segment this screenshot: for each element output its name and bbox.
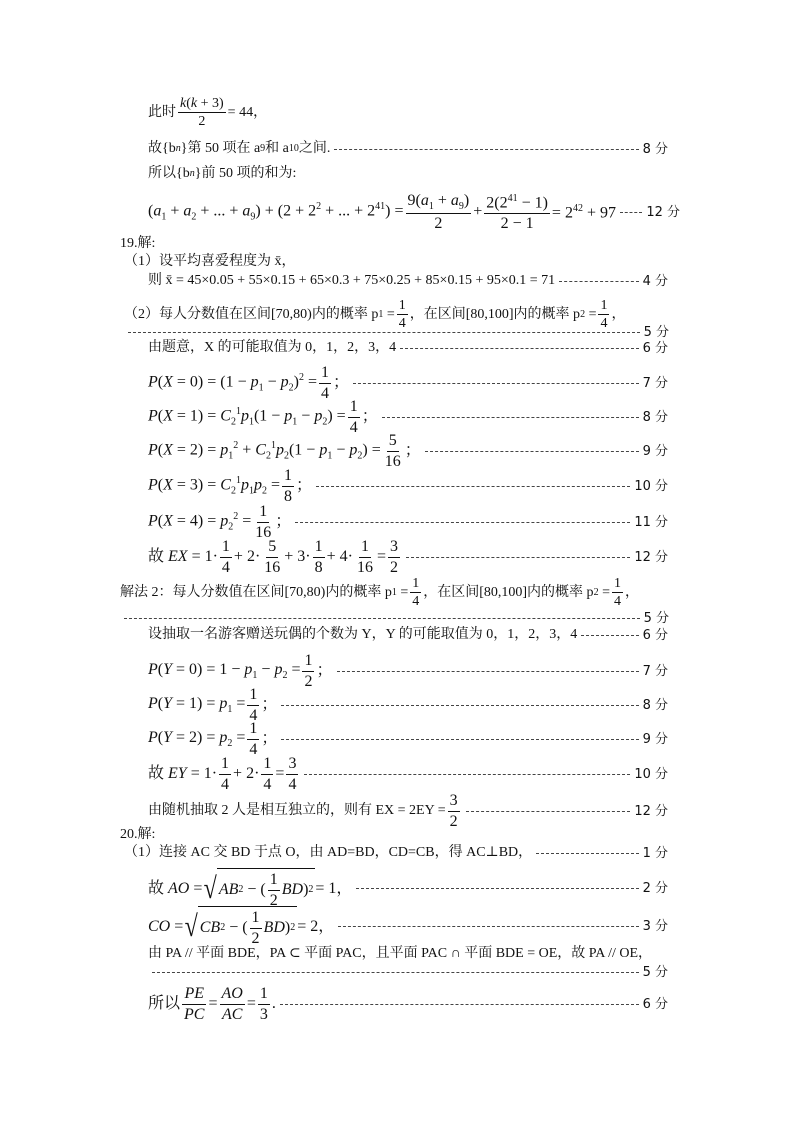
- fraction: $\frac{2(2^{41} - 1)}{2 - 1}$: [486, 192, 548, 232]
- line-24: [148, 792, 668, 830]
- fraction: $\frac{1}{4}$: [221, 538, 230, 576]
- score-mark: 5 分: [643, 325, 669, 340]
- line-16: 故 EX = 1· $\frac{1}{4}$ + 2· $\frac{5}{16}$ + 3· $\frac{1}{8}$ + 4· $\frac{1}{16}$ = $\frac{3}{2}$ 12 分: [148, 538, 668, 576]
- leader-dashes: [281, 705, 638, 706]
- line-19: [148, 628, 668, 642]
- line-9: [124, 326, 669, 339]
- score-mark: 10 分: [634, 766, 668, 782]
- leader-dashes: [353, 383, 639, 384]
- text: 由 PA // 平面 BDE，PA ⊂ 平面 PAC，且平面 PAC ∩ 平面 BDE = OE，故 PA // OE，: [148, 946, 653, 961]
- line-21: $P(Y = 1) = p_1$ = $\frac{1}{4}$ ； 8 分: [148, 686, 668, 724]
- score-mark: 8 分: [642, 697, 668, 713]
- line-29: [148, 947, 652, 961]
- line-4: ($a_1 + a_2$ + ... + $a_9) + (2 + 2^2$ + ... + $2^{41}$) = $\frac{9(a_1 + a_9)}{2}$ + $\frac{2(2^{41} - 1)}{2 - 1}$ = $2^{42} + 97$ 12 分: [148, 192, 680, 233]
- leader-dashes: [295, 522, 630, 523]
- text: （1）连接 AC 交 BD 于点 O，由 AD=BD，CD=CB，得 AC⊥BD，: [124, 845, 533, 860]
- fraction: $\frac{k(k + 3)}{2}$: [180, 96, 224, 130]
- fraction: $\frac{1}{4}$: [613, 576, 621, 610]
- fraction: $\frac{1}{4}$: [349, 398, 358, 436]
- line-31: 所以 $\frac{PE}{PC}$ = $\frac{AO}{AC}$ = $\frac{1}{3}$ . 6 分: [148, 985, 668, 1023]
- fraction: $\frac{1}{4}$: [412, 576, 420, 610]
- score-mark: 6 分: [642, 340, 668, 356]
- sqrt: √ CB 2 − ( $\frac{1}{2}$ BD ) 2: [183, 906, 297, 947]
- leader-dashes: [425, 451, 639, 452]
- line-8: （2）每人分数值在区间[70,80)内的概率 p 1 = $\frac{1}{4}$ ，在区间[80,100]内的概率 p 2 = $\frac{1}{4}$ ，: [124, 298, 626, 332]
- leader-dashes: [536, 853, 638, 854]
- fraction: $\frac{1}{8}$: [283, 467, 292, 505]
- score-mark: 10 分: [634, 478, 668, 494]
- line-3: 所以{b n }前 50 项的和为:: [148, 166, 297, 181]
- fraction: $\frac{1}{4}$: [249, 720, 258, 758]
- fraction: $\frac{9(a_1 + a_9)}{2}$: [407, 192, 470, 233]
- sqrt: √ AB 2 − ( $\frac{1}{2}$ BD ) 2: [202, 868, 315, 909]
- leader-dashes: [400, 348, 638, 349]
- score-mark: 12 分: [634, 803, 668, 819]
- fraction: $\frac{1}{4}$: [600, 298, 608, 332]
- fraction: $\frac{3}{4}$: [288, 755, 297, 793]
- fraction: $\frac{1}{2}$: [304, 652, 313, 690]
- line-10: [148, 341, 668, 355]
- fraction: $\frac{1}{3}$: [259, 985, 268, 1023]
- leader-dashes: [466, 811, 631, 812]
- text: 19.解:: [120, 236, 156, 251]
- score-mark: 6 分: [642, 996, 668, 1012]
- text: 由随机抽取 2 人是相互独立的，则有 EX = 2EY =: [148, 803, 446, 819]
- text: 所以{b: [148, 166, 190, 181]
- line-14: $P(X = 3) = C_2^1p_1p_2$ = $\frac{1}{8}$ ； 10 分: [148, 467, 668, 505]
- line-11: $P(X = 0) = (1 - p_1 - p_2)^2$ = $\frac{1}{4}$ ； 7 分: [148, 364, 668, 402]
- score-mark: 8 分: [642, 409, 668, 425]
- text: }第 50 项在 a: [180, 141, 261, 156]
- leader-dashes: [620, 212, 642, 213]
- fraction: $\frac{1}{4}$: [221, 755, 230, 793]
- fraction: $\frac{PE}{PC}$: [184, 985, 205, 1023]
- leader-dashes: [152, 972, 639, 973]
- line-27: 故 AO = √ AB 2 − ( $\frac{1}{2}$ BD ) 2 = 1， 2 分: [148, 868, 668, 909]
- fraction: $\frac{1}{4}$: [321, 364, 330, 402]
- text: 和 a: [265, 141, 289, 156]
- fraction: $\frac{1}{8}$: [314, 538, 323, 576]
- line-18: [120, 612, 669, 625]
- text: 此时: [148, 104, 176, 120]
- score-mark: 1 分: [642, 845, 668, 861]
- leader-dashes: [124, 618, 640, 619]
- fraction: $\frac{1}{4}$: [249, 686, 258, 724]
- leader-dashes: [338, 926, 638, 927]
- text: 解法 2：每人分数值在区间[70,80)内的概率 p: [120, 584, 392, 600]
- text: 则 x̄ = 45×0.05 + 55×0.15 + 65×0.3 + 75×0.25 + 85×0.15 + 95×0.1 = 71: [148, 273, 556, 288]
- leader-dashes: [559, 281, 638, 282]
- text: 20.解:: [120, 827, 156, 842]
- leader-dashes: [304, 774, 630, 775]
- fraction: $\frac{3}{2}$: [449, 792, 458, 830]
- line-28: CO = √ CB 2 − ( $\frac{1}{2}$ BD ) 2 = 2， 3 分: [148, 906, 668, 947]
- line-1: [148, 96, 267, 130]
- fraction: $\frac{5}{16}$: [384, 432, 401, 470]
- text: = 44，: [227, 104, 268, 120]
- line-20: $P(Y = 0) = 1 - p_1 - p_2$ = $\frac{1}{2}$ ； 7 分: [148, 652, 668, 690]
- problem-19-header: [120, 237, 155, 251]
- line-26: [124, 846, 668, 860]
- line-30: [148, 966, 668, 979]
- score-mark: 12 分: [646, 204, 680, 220]
- score-mark: 9 分: [642, 731, 668, 747]
- fraction: $\frac{1}{16}$: [255, 503, 272, 541]
- leader-dashes: [581, 635, 638, 636]
- fraction: $\frac{3}{2}$: [390, 538, 399, 576]
- leader-dashes: [316, 486, 630, 487]
- score-mark: 9 分: [642, 443, 668, 459]
- line-15: $P(X = 4) = p_2^2$ = $\frac{1}{16}$ ； 11 分: [148, 503, 668, 541]
- score-mark: 2 分: [642, 881, 668, 897]
- line-7: [148, 274, 668, 288]
- line-22: $P(Y = 2) = p_2$ = $\frac{1}{4}$ ； 9 分: [148, 720, 668, 758]
- score-mark: 12 分: [634, 549, 668, 565]
- line-12: $P(X = 1) = C_2^1p_1(1 - p_1 - p_2)$ = $\frac{1}{4}$ ； 8 分: [148, 398, 668, 436]
- leader-dashes: [356, 888, 638, 889]
- leader-dashes: [334, 149, 638, 150]
- text: 之间.: [298, 141, 331, 156]
- leader-dashes: [280, 1004, 639, 1005]
- text: （2）每人分数值在区间[70,80)内的概率 p: [124, 306, 379, 322]
- line-2: 故{b n }第 50 项在 a 9 和 a 10 之间. 8 分: [148, 141, 668, 157]
- line-6: [124, 255, 296, 269]
- fraction: $\frac{AO}{AC}$: [221, 985, 243, 1023]
- leader-dashes: [281, 739, 638, 740]
- score-mark: 4 分: [642, 273, 668, 289]
- text: }前 50 项的和为:: [194, 166, 297, 181]
- text: （1）设平均喜爱程度为 x̄，: [124, 254, 296, 269]
- score-mark: 5 分: [642, 965, 668, 980]
- line-23: 故 EY = 1· $\frac{1}{4}$ + 2· $\frac{1}{4}$ = $\frac{3}{4}$ 10 分: [148, 755, 668, 793]
- score-mark: 8 分: [642, 141, 668, 157]
- leader-dashes: [337, 671, 639, 672]
- text: 故{b: [148, 141, 176, 156]
- score-mark: 7 分: [642, 375, 668, 391]
- leader-dashes: [128, 332, 640, 333]
- text: ，在区间[80,100]内的概率 p: [423, 584, 594, 600]
- text: 由题意，X 的可能取值为 0，1，2，3，4: [148, 340, 397, 355]
- fraction: $\frac{1}{4}$: [263, 755, 272, 793]
- leader-dashes: [406, 557, 630, 558]
- fraction: $\frac{1}{16}$: [357, 538, 373, 576]
- fraction: $\frac{5}{16}$: [264, 538, 281, 576]
- text: ，在区间[80,100]内的概率 p: [409, 306, 581, 322]
- score-mark: 6 分: [642, 627, 668, 643]
- score-mark: 3 分: [642, 919, 668, 935]
- score-mark: 7 分: [642, 663, 668, 679]
- problem-20-header: [120, 828, 155, 842]
- fraction: $\frac{1}{4}$: [398, 298, 406, 332]
- leader-dashes: [382, 417, 639, 418]
- line-17: 解法 2：每人分数值在区间[70,80)内的概率 p 1 = $\frac{1}{4}$ ，在区间[80,100]内的概率 p 2 = $\frac{1}{4}$ ，: [120, 576, 639, 610]
- text: 设抽取一名游客赠送玩偶的个数为 Y，Y 的可能取值为 0，1，2，3，4: [148, 627, 578, 642]
- score-mark: 5 分: [643, 611, 669, 626]
- line-13: $P(X = 2) = p_1^2 + C_2^1p_2(1 - p_1 - p_2)$ = $\frac{5}{16}$ ； 9 分: [148, 432, 668, 470]
- score-mark: 11 分: [634, 514, 668, 530]
